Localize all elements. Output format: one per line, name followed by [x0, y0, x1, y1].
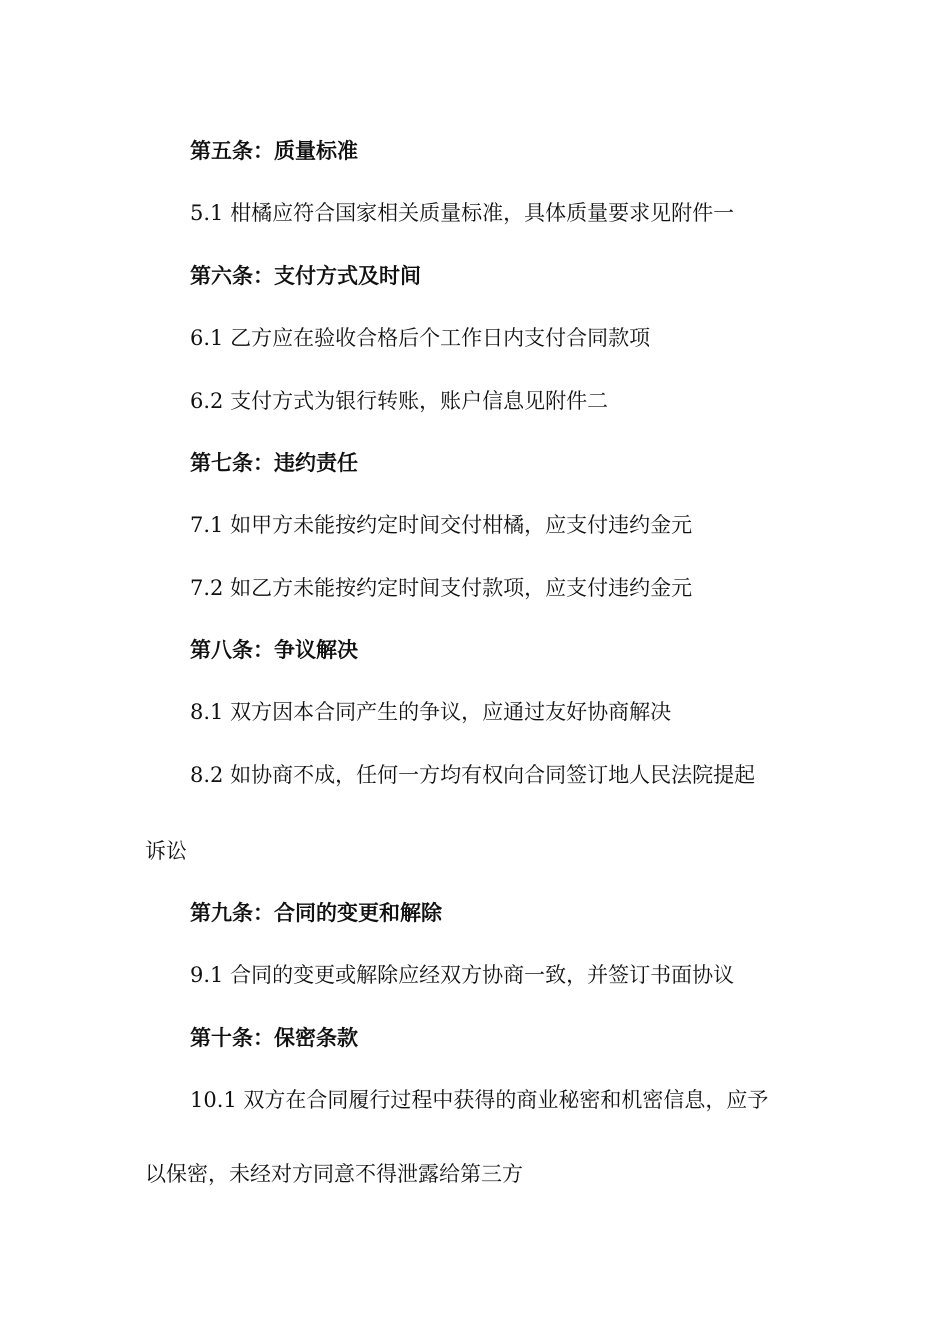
clause-9-1: 9.1 合同的变更或解除应经双方协商一致，并签订书面协议	[190, 963, 735, 987]
clause-10-1: 10.1 双方在合同履行过程中获得的商业秘密和机密信息，应予	[190, 1088, 769, 1112]
clause-10-1-continued: 以保密，未经对方同意不得泄露给第三方	[145, 1162, 523, 1186]
clause-6-2: 6.2 支付方式为银行转账，账户信息见附件二	[190, 389, 609, 413]
clause-6-1: 6.1 乙方应在验收合格后个工作日内支付合同款项	[190, 326, 651, 350]
article-10-heading: 第十条：保密条款	[190, 1026, 358, 1050]
article-8-heading: 第八条：争议解决	[190, 638, 358, 662]
article-9-heading: 第九条：合同的变更和解除	[190, 901, 442, 925]
article-6-heading: 第六条：支付方式及时间	[190, 264, 421, 288]
clause-7-2: 7.2 如乙方未能按约定时间支付款项，应支付违约金元	[190, 576, 693, 600]
clause-7-1: 7.1 如甲方未能按约定时间交付柑橘，应支付违约金元	[190, 513, 693, 537]
article-7-heading: 第七条：违约责任	[190, 451, 358, 475]
clause-5-1: 5.1 柑橘应符合国家相关质量标准，具体质量要求见附件一	[190, 201, 735, 225]
clause-8-1: 8.1 双方因本合同产生的争议，应通过友好协商解决	[190, 700, 672, 724]
article-5-heading: 第五条：质量标准	[190, 139, 358, 163]
clause-8-2: 8.2 如协商不成，任何一方均有权向合同签订地人民法院提起	[190, 763, 756, 787]
clause-8-2-continued: 诉讼	[145, 839, 187, 863]
